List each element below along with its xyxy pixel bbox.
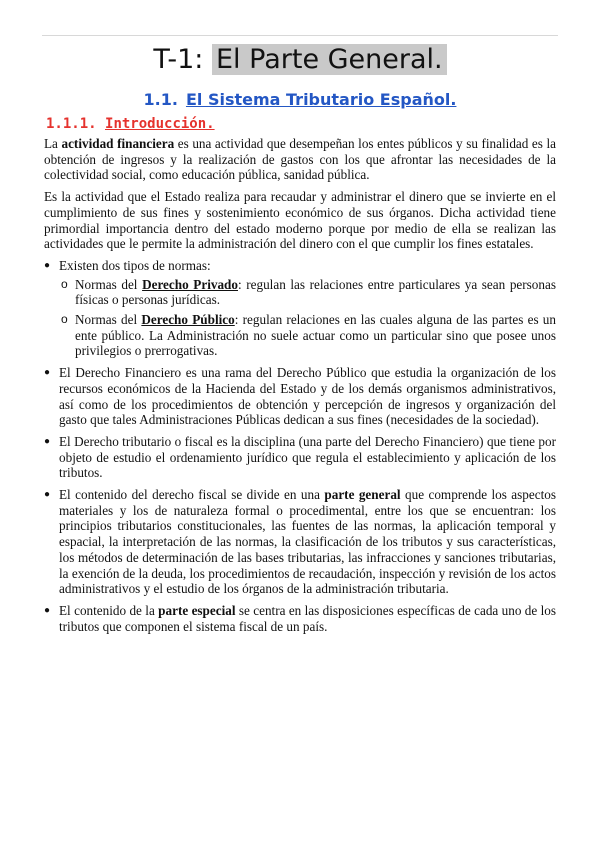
bullet-5-bold-term: parte especial [158, 602, 236, 618]
bullet-item-2: ● El Derecho Financiero es una rama del Derecho Público que estudia la organización de los recursos económicos de la Hacienda del Estado y de los demás organismos administrativos, así como de los procedimientos de obtención y percepción de ingresos y organización del gasto que tales Administraciones Públicas dedican a sus fines (necesidades de la sociedad). [44, 365, 556, 428]
bullet-4-text-c: que comprende los aspectos materiales y los de naturaleza formal o procedimental, entre los que se encuentran: los principios tributarios constitucionales, las fuentes de las normas, la aplicación temporal y espacial, la interpretación de las normas, la clasificación de los tributos y sus características, los métodos de determinación de las bases tributarias, las infracciones y sanciones tributarias, la exención de la deuda, los procedimientos de recaudación, inspección y revisión de los actos administrativos y el estudio de los órganos de la administración tributaria. [59, 487, 556, 597]
section-heading [0, 90, 600, 109]
paragraph-1 [44, 136, 556, 183]
bullet-1-text: Existen dos tipos de normas: [59, 257, 211, 273]
title-highlighted: El Parte General. [212, 44, 447, 75]
title-prefix: T-1: [153, 44, 204, 75]
page-title [0, 44, 600, 75]
p1-text-a: La [44, 136, 62, 151]
bullet-5-text-c: se centra en las disposiciones específicas de cada uno de los tributos que componen el sistema fiscal de un país. [59, 602, 556, 634]
bullet-4-bold-term: parte general [324, 487, 401, 503]
paragraph-2: Es la actividad que el Estado realiza para recaudar y administrar el dinero que se invierte en el cumplimiento de sus fines y sostenimiento económico de sus órganos. Dicha actividad tiene primordial importancia dentro del estado moderno porque por medio de ella se realizan las actividades que le permite la administración del dinero con el que cumplir los fines estatales. [44, 189, 556, 252]
document-body [44, 136, 556, 640]
header-rule [42, 35, 558, 36]
bullet-item-3: ● El Derecho tributario o fiscal es la disciplina (una parte del Derecho Financiero) que tiene por objeto de estudio el ordenamiento jurídico que regula el establecimiento y aplicación de los tributos. [44, 434, 556, 481]
p1-bold-term: actividad financiera [61, 136, 175, 151]
bullet-4-text-a: El contenido del derecho fiscal se divide en una [59, 487, 325, 503]
section-number: 1.1. [143, 90, 178, 109]
section-title: El Sistema Tributario Español. [185, 90, 457, 109]
sub1-text-a: Normas del [75, 276, 143, 292]
sub1-text-c: : regulan las relaciones entre particulares ya sean personas físicas o personas jurídicas. [75, 276, 556, 308]
subsection-heading [46, 116, 215, 132]
bullet-item-1 [44, 258, 556, 359]
sub2-text-a: Normas del [75, 312, 142, 328]
sub-item-1 [59, 277, 556, 308]
subsection-number: 1.1.1. [46, 116, 97, 132]
sub-list [59, 277, 556, 360]
subsection-title: Introducción. [105, 116, 215, 132]
bullet-5-text-a: El contenido de la [59, 602, 159, 618]
sub-item-2 [59, 312, 556, 359]
bullet-item-5 [44, 603, 556, 634]
sub1-term: Derecho Privado [142, 276, 238, 292]
bullet-list [44, 258, 556, 634]
p1-text-c: es una actividad que desempeñan los entes públicos y su finalidad es la obtención de ingresos y la realización de gastos con los que afrontar las necesidades de la colectividad social, como educación pública, sanidad pública. [44, 136, 556, 183]
bullet-item-4 [44, 487, 556, 597]
sub2-term: Derecho Público [141, 312, 235, 328]
sub2-text-c: : regulan relaciones en las cuales alguna de las partes es un ente público. La Administración no suele actuar como un particular sino que posee unos privilegios o prerrogativas. [75, 312, 556, 359]
